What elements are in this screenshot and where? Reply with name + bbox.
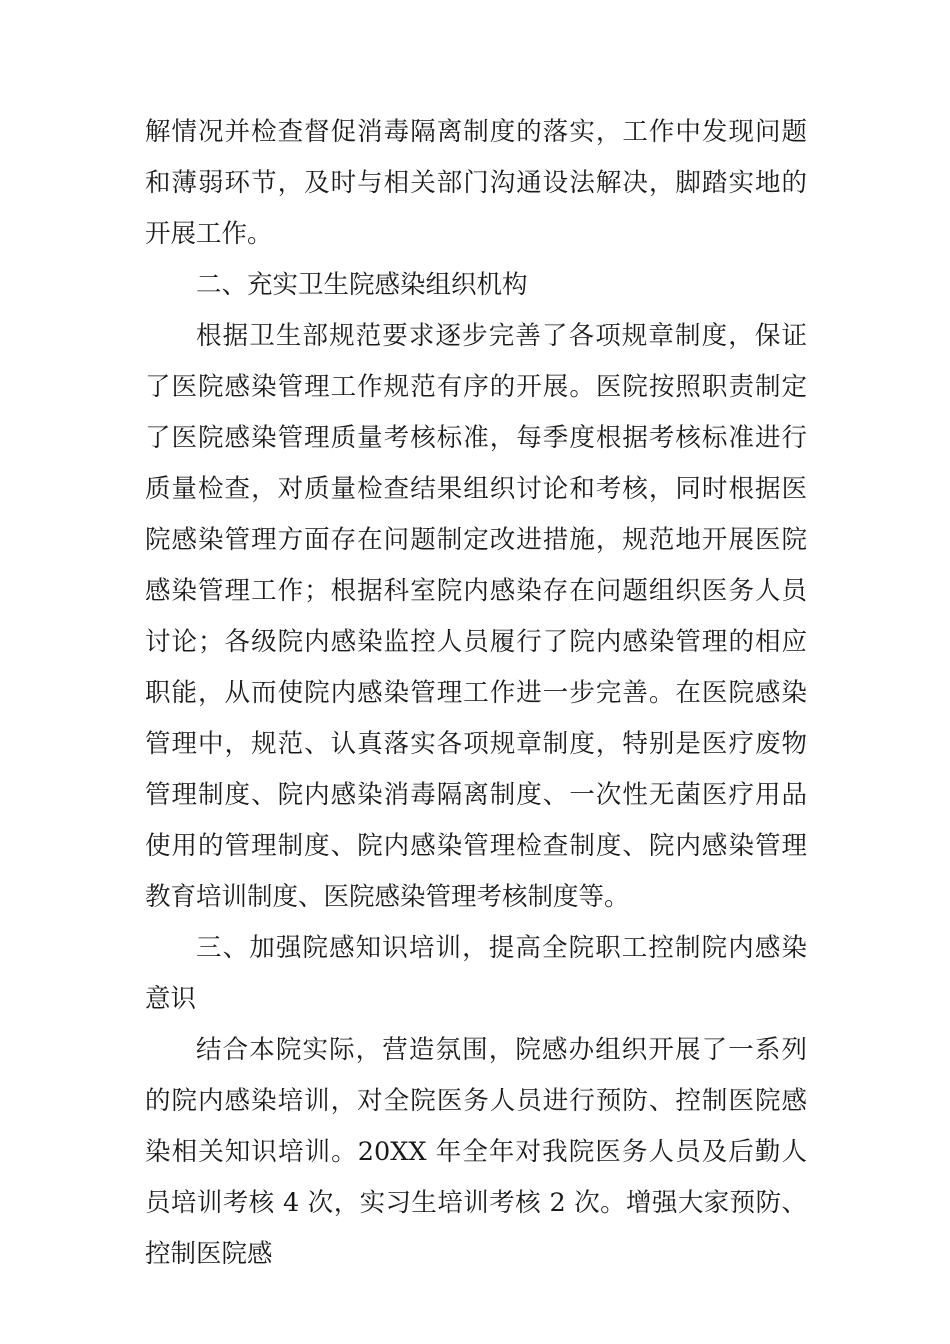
paragraph-regulations: 根据卫生部规范要求逐步完善了各项规章制度，保证了医院感染管理工作规范有序的开展。医院按照职责制定了医院感染管理质量考核标准，每季度根据考核标准进行质量检查，对质量检查结果组织讨论和考核，同时根据医院感染管理方面存在问题制定改进措施，规范地开展医院感染管理工作；根据科室院内感染存在问题组织医务人员讨论；各级院内感染监控人员履行了院内感染管理的相应职能，从而使院内感染管理工作进一步完善。在医院感染管理中，规范、认真落实各项规章制度，特别是医疗废物管理制度、院内感染消毒隔离制度、一次性无菌医疗用品使用的管理制度、院内感染管理检查制度、院内感染管理教育培训制度、医院感染管理考核制度等。 xyxy=(145,321,807,912)
section-heading-3: 三、加强院感知识培训，提高全院职工控制院内感染意识 xyxy=(145,933,807,1014)
document-body xyxy=(145,107,807,1280)
paragraph-continuation: 解情况并检查督促消毒隔离制度的落实，工作中发现问题和薄弱环节，及时与相关部门沟通设法解决，脚踏实地的开展工作。 xyxy=(145,117,807,249)
section-heading-2: 二、充实卫生院感染组织机构 xyxy=(196,270,528,300)
paragraph-training: 结合本院实际，营造氛围，院感办组织开展了一系列的院内感染培训，对全院医务人员进行预防、控制医院感染相关知识培训。20XX 年全年对我院医务人员及后勤人员培训考核 4 次，实习生培训考核 2 次。增强大家预防、控制医院感 xyxy=(145,1035,807,1269)
